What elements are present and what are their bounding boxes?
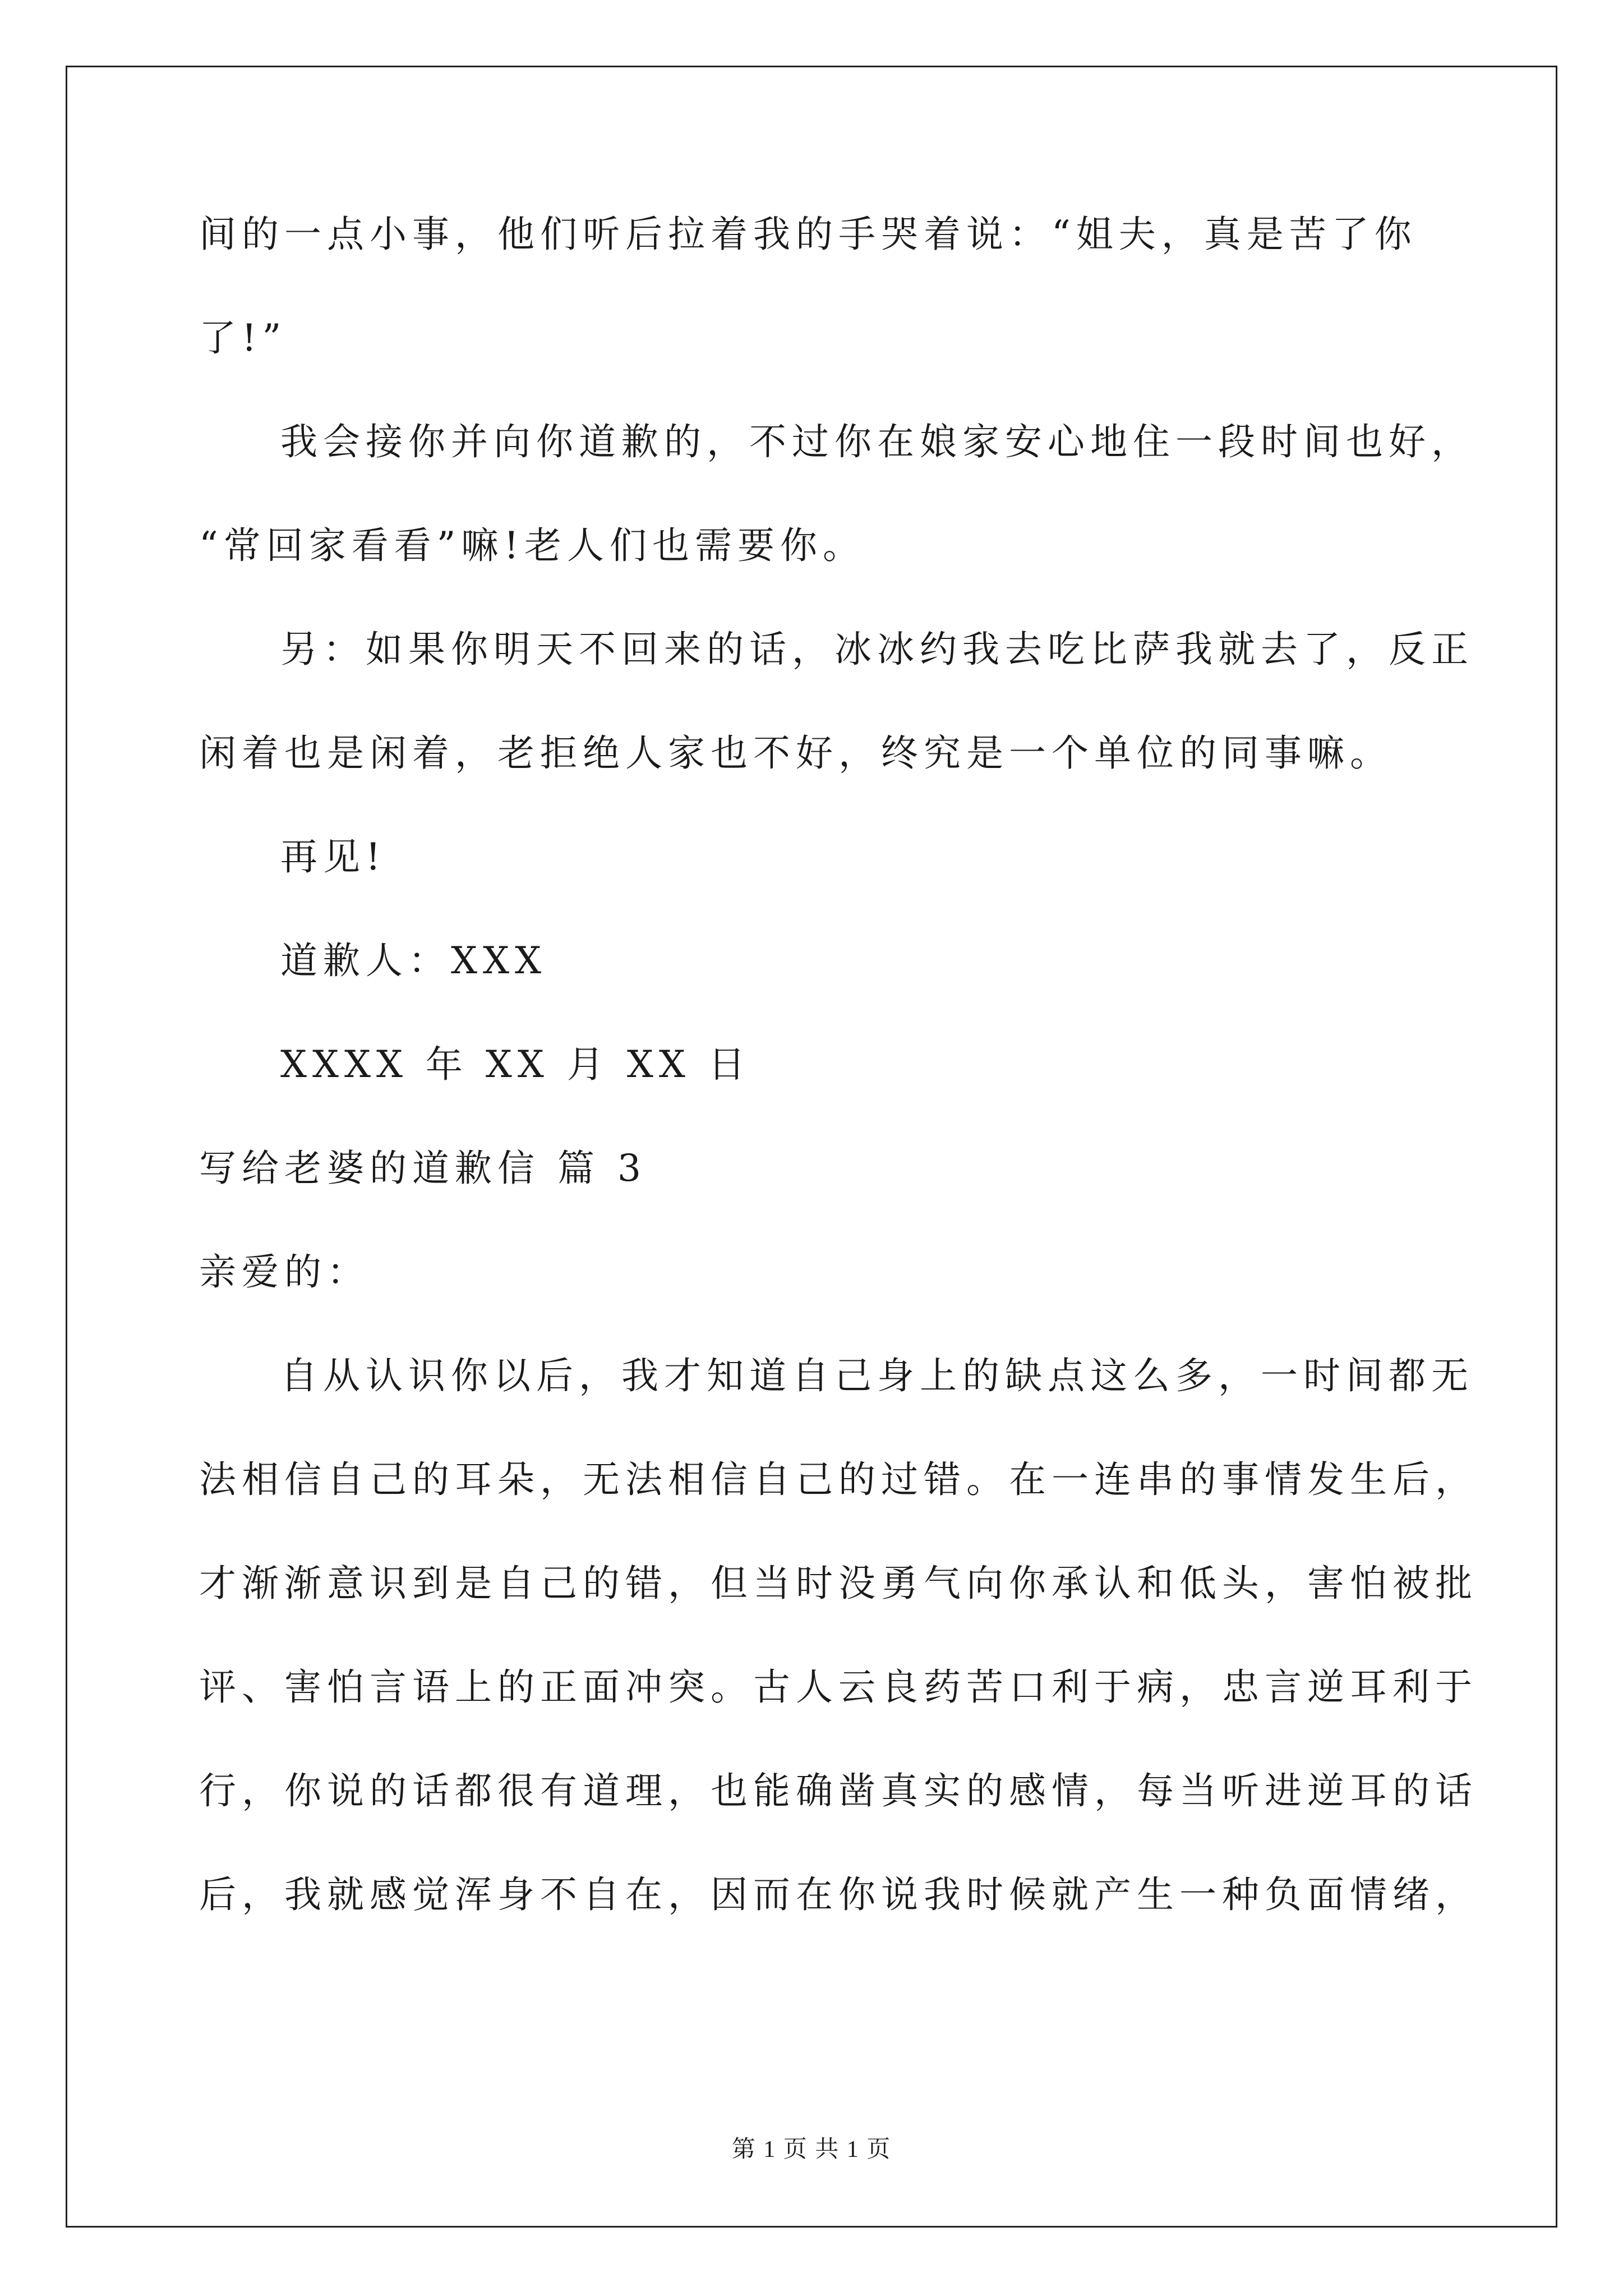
text-line: 自从认识你以后，我才知道自己身上的缺点这么多，一时间都无 [280, 1354, 1474, 1397]
salutation: 亲爱的： [199, 1250, 370, 1294]
text-line: 评、害怕言语上的正面冲突。古人云良药苦口利于病，忠言逆耳利于 [199, 1665, 1478, 1709]
text-line: 行，你说的话都很有道理，也能确凿真实的感情，每当听进逆耳的话 [199, 1769, 1478, 1812]
text-line: 我会接你并向你道歉的，不过你在娘家安心地住一段时间也好， [280, 420, 1474, 463]
text-line: “常回家看看”嘛!老人们也需要你。 [199, 524, 866, 567]
text-line: 间的一点小事，他们听后拉着我的手哭着说：“姐夫，真是苦了你 [199, 213, 1417, 256]
text-line: 法相信自己的耳朵，无法相信自己的过错。在一连串的事情发生后， [199, 1458, 1478, 1501]
page-footer: 第 1 页 共 1 页 [731, 2137, 892, 2162]
section-heading: 写给老婆的道歉信 篇 3 [199, 1147, 647, 1190]
date-line: XXXX 年 XX 月 XX 日 [280, 1043, 751, 1086]
text-line: 了!” [199, 316, 287, 360]
text-line: 闲着也是闲着，老拒绝人家也不好，终究是一个单位的同事嘛。 [199, 731, 1393, 775]
text-line: 才渐渐意识到是自己的错，但当时没勇气向你承认和低头，害怕被批 [199, 1562, 1478, 1605]
text-line: 后，我就感觉浑身不自在，因而在你说我时候就产生一种负面情绪， [199, 1873, 1478, 1916]
text-line: 另：如果你明天不回来的话，冰冰约我去吃比萨我就去了，反正 [280, 628, 1474, 671]
text-line: 再见! [280, 835, 386, 878]
signature-line: 道歉人：XXX [280, 939, 547, 982]
